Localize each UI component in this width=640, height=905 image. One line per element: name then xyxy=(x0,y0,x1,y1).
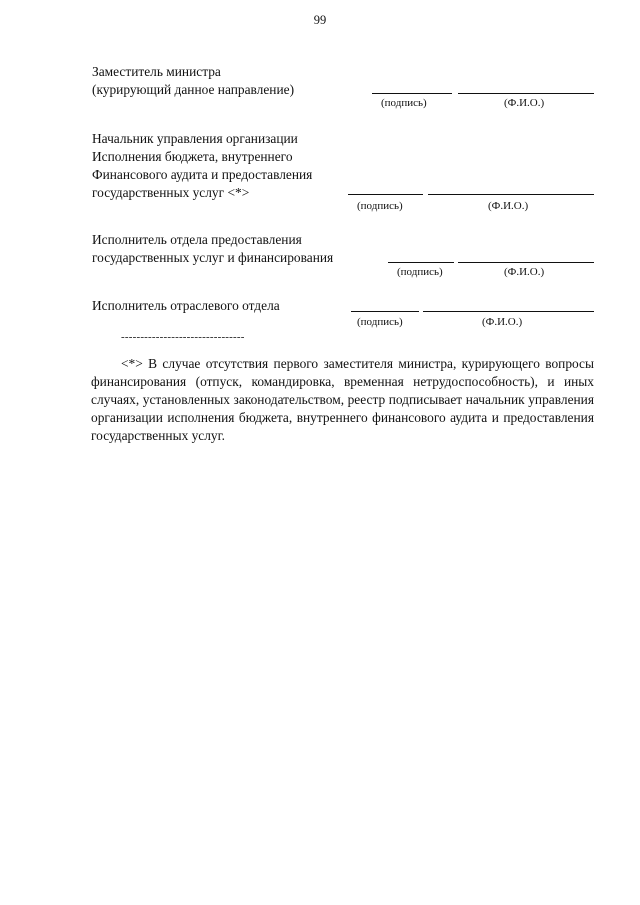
signature-caption: (подпись) xyxy=(357,316,403,328)
name-caption: (Ф.И.О.) xyxy=(488,200,529,212)
signature-line xyxy=(372,93,452,94)
signature-block-title-services-executor: Исполнитель отдела предоставления государственных услуг и финансирования xyxy=(92,232,334,265)
signature-line xyxy=(348,194,423,195)
page-number: 99 xyxy=(313,13,327,27)
signature-caption: (подпись) xyxy=(381,97,427,109)
footnote-text xyxy=(91,355,594,445)
signature-line xyxy=(351,311,419,312)
footnote-separator: -------------------------------- xyxy=(121,331,245,343)
name-line xyxy=(423,311,594,312)
signature-caption: (подпись) xyxy=(357,200,403,212)
signature-block-title-department-head: Начальник управления организации Исполнения бюджета, внутреннего Финансового аудита и предоставления государственных услуг <*> xyxy=(92,131,313,200)
signature-block-title-deputy-minister: Заместитель министра (курирующий данное направление) xyxy=(92,64,295,97)
footnote-paragraph: <*> В случае отсутствия первого заместителя министра, курирующего вопросы финансирования (отпуск, командировка, временная нетрудоспособность), и иных случаях, установленных законодательством, реестр подписывает начальник управления организации исполнения бюджета, внутреннего финансового аудита и предоставления государственных услуг. xyxy=(91,356,594,443)
name-caption: (Ф.И.О.) xyxy=(504,266,545,278)
name-line xyxy=(428,194,594,195)
signature-block-title-sector-executor: Исполнитель отраслевого отдела xyxy=(92,298,280,313)
signature-line xyxy=(388,262,454,263)
name-caption: (Ф.И.О.) xyxy=(482,316,523,328)
name-line xyxy=(458,262,594,263)
name-line xyxy=(458,93,594,94)
name-caption: (Ф.И.О.) xyxy=(504,97,545,109)
signature-caption: (подпись) xyxy=(397,266,443,278)
